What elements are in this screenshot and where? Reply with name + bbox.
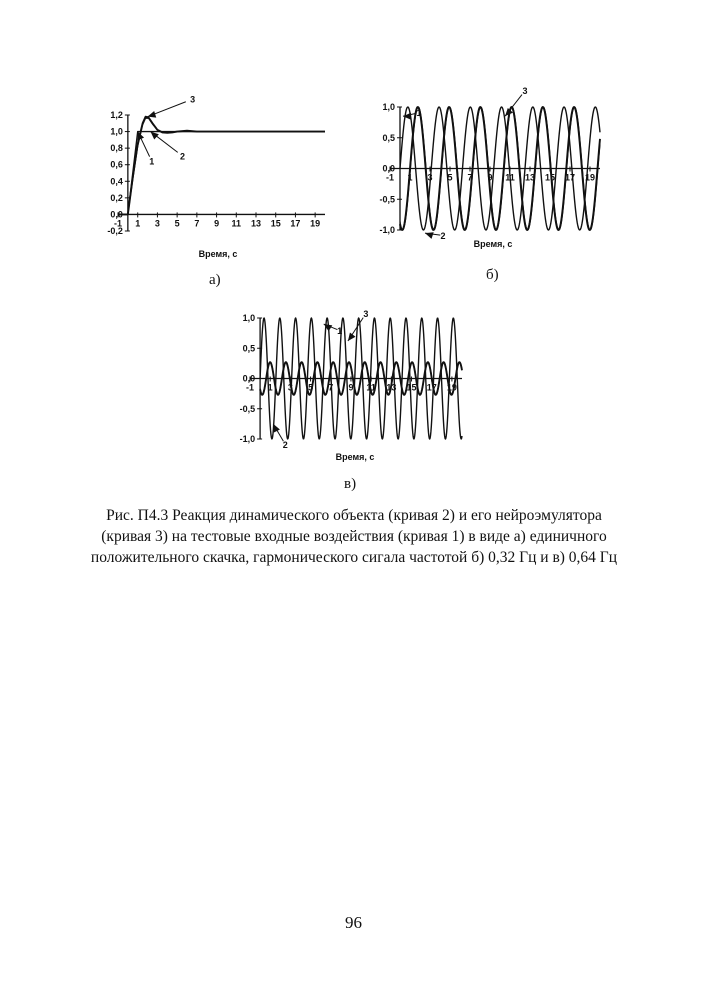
y-tick-label: 1,0 (110, 126, 123, 137)
x-tick-label: 13 (524, 172, 536, 183)
y-tick-label: 1,2 (110, 110, 123, 120)
x-tick-label: 15 (406, 382, 417, 393)
y-tick-label: 0,0 (110, 209, 123, 220)
x-tick-label: 15 (270, 218, 281, 229)
y-tick-label: -1,0 (239, 434, 256, 444)
sublabel-a: а) (209, 272, 221, 288)
sublabel-b: б) (486, 267, 499, 283)
curve-label-3: 3 (190, 94, 196, 105)
y-tick-label: 0,0 (242, 373, 256, 384)
curve-label-1: 1 (149, 156, 155, 167)
x-tick-label: -1 (113, 218, 123, 229)
x-tick-label: 5 (447, 172, 453, 183)
chart-harmonic-064hz (220, 305, 470, 477)
x-tick-label: 13 (250, 218, 262, 229)
y-tick-label: 1,0 (242, 313, 256, 323)
x-tick-label: -1 (385, 172, 395, 183)
x-tick-label: 17 (564, 172, 576, 183)
y-tick-label: 0,5 (242, 343, 256, 354)
curve-label-3: 3 (522, 86, 528, 97)
y-tick-label: 1,0 (382, 102, 395, 112)
x-tick-label: 11 (505, 172, 515, 183)
x-tick-label: 3 (154, 218, 160, 229)
x-axis-title: Время, с (473, 239, 513, 249)
curve-label-2: 2 (180, 151, 186, 162)
x-tick-label: 5 (308, 382, 314, 393)
x-tick-label: 7 (328, 382, 334, 393)
x-tick-label: 15 (544, 172, 556, 183)
x-tick-label: 7 (467, 172, 473, 183)
x-tick-label: 3 (287, 382, 293, 393)
y-tick-label: -1,0 (379, 225, 395, 235)
x-tick-label: -1 (245, 382, 255, 393)
page-number: 96 (345, 913, 362, 932)
x-tick-label: 7 (194, 218, 200, 229)
x-tick-label: 11 (366, 382, 376, 393)
series-1-line (118, 132, 325, 215)
x-axis-title: Время, с (335, 452, 375, 462)
chart-step-response (85, 95, 335, 270)
x-tick-label: 5 (174, 218, 180, 229)
x-tick-label: 19 (584, 172, 596, 183)
curve-label-3: 3 (363, 308, 369, 319)
x-tick-label: 9 (214, 218, 220, 229)
x-tick-label: 9 (348, 382, 354, 393)
x-tick-label: 1 (407, 172, 413, 183)
x-tick-label: 19 (446, 382, 457, 393)
curve-pointer-arrowhead (151, 132, 159, 140)
curve-label-1: 1 (337, 326, 343, 337)
curve-pointer-arrowhead (148, 111, 157, 118)
sublabel-c: в) (344, 476, 357, 492)
x-tick-label: 13 (386, 382, 397, 393)
curve-label-1: 1 (416, 108, 422, 119)
x-tick-label: 1 (135, 218, 141, 229)
y-tick-label: 0,8 (110, 143, 123, 154)
x-tick-label: 17 (290, 218, 301, 229)
y-tick-label: 0,0 (382, 163, 395, 174)
y-tick-label: 0,2 (110, 192, 123, 203)
y-tick-label: -0,5 (239, 403, 256, 414)
curve-pointer-arrowhead (425, 232, 434, 239)
x-tick-label: 11 (231, 218, 242, 229)
curve-label-2: 2 (440, 231, 446, 242)
curve-pointer-arrowhead (348, 332, 356, 341)
y-tick-label: 0,6 (110, 159, 123, 170)
x-tick-label: 3 (427, 172, 433, 183)
figure-caption: Рис. П4.3 Реакция динамического объекта (кривая 2) и его нейроэмулятора (кривая 3) на тестовые входные воздействия (кривая 1) в виде а) единичного положительного скачка, гармонического сигала частотой б) 0,32 Гц и в) 0,64 Гц (90, 507, 618, 566)
y-tick-label: -0,2 (107, 226, 123, 236)
curve-label-2: 2 (282, 439, 288, 450)
x-tick-label: 19 (310, 218, 321, 229)
y-tick-label: -0,5 (379, 194, 395, 205)
x-tick-label: 17 (426, 382, 437, 393)
x-tick-label: 9 (487, 172, 493, 183)
chart-harmonic-032hz (360, 86, 610, 265)
y-tick-label: 0,4 (110, 176, 123, 187)
x-axis-title: Время, с (198, 249, 238, 259)
curve-pointer-arrowhead (273, 424, 280, 433)
y-tick-label: 0,5 (382, 132, 395, 143)
x-tick-label: 1 (267, 382, 273, 393)
